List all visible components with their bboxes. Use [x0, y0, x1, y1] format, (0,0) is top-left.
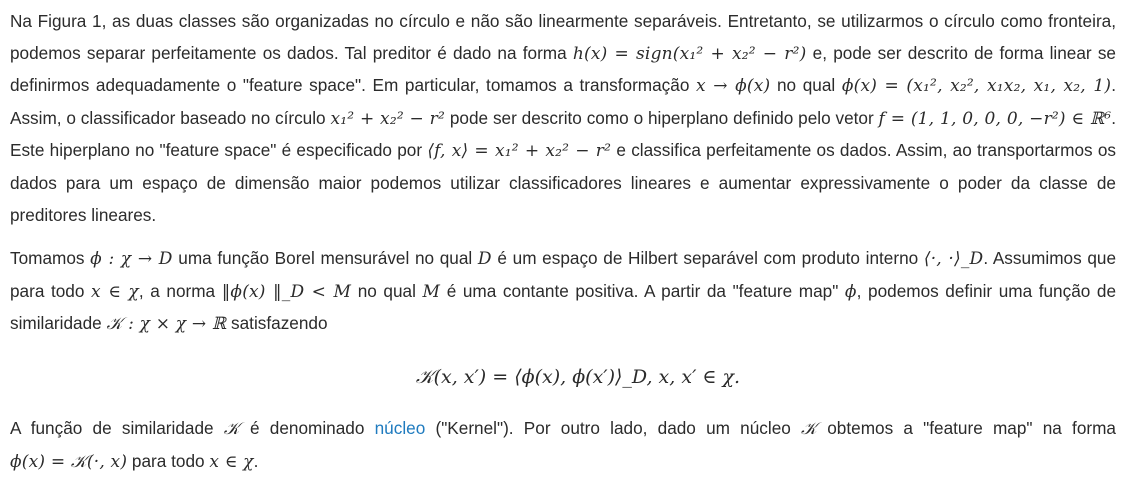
- text: uma função Borel mensurável no qual: [172, 248, 478, 269]
- text: pode ser descrito como o hiperplano definido pelo vetor: [445, 107, 879, 128]
- paragraph-feature-map-definition: [10, 243, 1116, 341]
- math-inline: 𝒦: [801, 418, 818, 439]
- math-inline: M: [422, 281, 441, 302]
- text: e classifica perfeitamente os dados. Assim, ao transportarmos os dados para um espaço de dimensão maior podemos utilizar classificadores lineares e aumentar expressivamente o poder da classe de preditores lineares.: [10, 140, 1117, 225]
- math-inline: f = (1, 1, 0, 0, 0, −r²) ∈ ℝ⁶: [878, 108, 1112, 129]
- text: é uma contante positiva. A partir da "feature map": [440, 280, 845, 301]
- paragraph-kernel-definition: [10, 413, 1116, 478]
- text: satisfazendo: [226, 313, 328, 334]
- text: é denominado: [239, 417, 375, 438]
- text: , podemos definir uma função de similaridade: [10, 280, 1117, 334]
- nucleo-link[interactable]: núcleo: [374, 417, 426, 438]
- text: Tomamos: [10, 248, 91, 269]
- math-inline: x → ϕ(x): [696, 76, 771, 97]
- math-inline: ⟨·, ·⟩_D: [923, 249, 984, 270]
- text: . Este hiperplano no "feature space" é especificado por: [10, 107, 1117, 161]
- text: no qual: [770, 75, 842, 96]
- text: Na Figura 1, as duas classes são organizadas no círculo e não são linearmente separáveis. Entretanto, se utilizarmos o círculo como fronteira, podemos separar perfeitamente os dados. Tal preditor é dado na forma: [10, 11, 1116, 63]
- text: , a norma: [138, 280, 222, 301]
- math-inline: ϕ : χ → D: [90, 249, 173, 270]
- paragraph-figure-1-discussion: [10, 6, 1116, 231]
- math-inline: ‖ϕ(x) ‖_D < M: [221, 281, 352, 302]
- math-inline: 𝒦 : χ × χ → ℝ: [106, 314, 227, 335]
- text: e, pode ser descrito de forma linear se definirmos adequadamente o "feature space". Em particular, tomamos a transformação: [10, 42, 1116, 96]
- text: obtemos a "feature map" na forma: [817, 417, 1116, 438]
- text: é um espaço de Hilbert separável com produto interno: [491, 248, 924, 269]
- math-inline: ϕ(x) = 𝒦(·, x): [10, 451, 128, 472]
- text: ("Kernel"). Por outro lado, dado um núcleo: [425, 417, 802, 438]
- text: . Assumimos que para todo: [10, 248, 1117, 301]
- math-inline: ⟨f, x⟩ = x₁² + x₂² − r²: [427, 141, 612, 162]
- math-inline: 𝒦: [223, 418, 240, 439]
- text: A função de similaridade: [10, 417, 224, 438]
- math-inline: ϕ(x) = (x₁², x₂², x₁x₂, x₁, x₂, 1): [841, 76, 1112, 97]
- math-inline: D: [477, 249, 492, 270]
- kernel-display-equation: 𝒦(x, x′) = ⟨ϕ(x), ϕ(x′)⟩_D, x, x′ ∈ χ.: [415, 365, 741, 388]
- math-inline: h(x) = sign(x₁² + x₂² − r²): [572, 43, 807, 64]
- math-inline: x₁² + x₂² − r²: [330, 108, 446, 129]
- math-inline: x ∈ χ: [209, 451, 254, 472]
- text: para todo: [127, 450, 210, 471]
- text: . Assim, o classificador baseado no círculo: [10, 75, 1116, 128]
- text: no qual: [351, 280, 423, 301]
- math-inline: ϕ: [844, 281, 857, 302]
- text: .: [253, 450, 259, 471]
- math-inline: x ∈ χ: [91, 281, 139, 302]
